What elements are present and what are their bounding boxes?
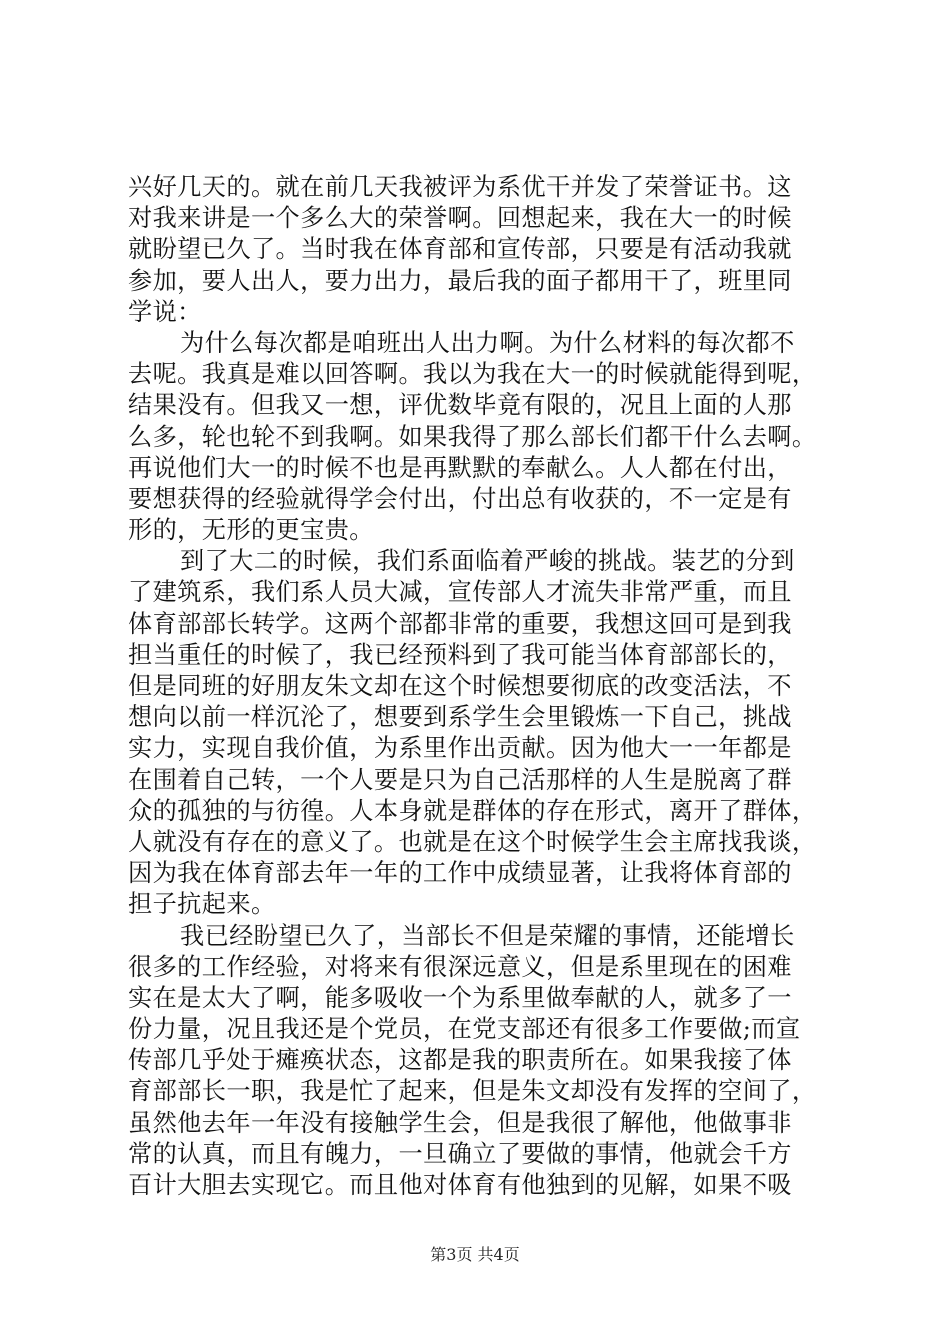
text-line: 对我来讲是一个多么大的荣誉啊。回想起来，我在大一的时候 [128,204,792,233]
text-line: 体育部部长转学。这两个部都非常的重要，我想这回可是到我 [128,609,792,638]
text-line: 实力，实现自我价值，为系里作出贡献。因为他大一一年都是 [128,734,792,763]
text-line: 因为我在体育部去年一年的工作中成绩显著，让我将体育部的 [128,859,792,888]
text-line: 要想获得的经验就得学会付出，付出总有收获的，不一定是有 [128,484,792,513]
text-line: 人就没有存在的意义了。也就是在这个时候学生会主席找我谈， [128,827,817,856]
text-line: 担当重任的时候了，我已经预料到了我可能当体育部部长的， [128,640,792,669]
text-line: 去呢。我真是难以回答啊。我以为我在大一的时候就能得到呢， [128,360,817,389]
text-line: 兴好几天的。就在前几天我被评为系优干并发了荣誉证书。这 [128,173,792,201]
text-line: 就盼望已久了。当时我在体育部和宣传部，只要是有活动我就 [128,235,792,264]
text-line: 担子抗起来。 [128,890,276,919]
text-line: 参加，要人出人，要力出力，最后我的面子都用干了，班里同 [128,266,792,295]
text-line: 么多，轮也轮不到我啊。如果我得了那么部长们都干什么去啊。 [128,422,817,451]
text-line: 想向以前一样沉沦了，想要到系学生会里锻炼一下自己，挑战 [128,703,792,732]
text-line: 我已经盼望已久了，当部长不但是荣耀的事情，还能增长 [180,921,795,950]
page-footer: 第3页 共4页 [430,1245,520,1264]
text-line: 众的孤独的与彷徨。人本身就是群体的存在形式，离开了群体， [128,796,817,825]
text-line: 很多的工作经验，对将来有很深远意义，但是系里现在的困难 [128,952,792,981]
text-line: 虽然他去年一年没有接触学生会，但是我很了解他，他做事非 [128,1108,792,1137]
text-line: 传部几乎处于瘫痪状态，这都是我的职责所在。如果我接了体 [128,1046,792,1075]
document-body [128,172,830,1201]
text-line: 但是同班的好朋友朱文却在这个时候想要彻底的改变活法，不 [128,672,792,700]
text-line: 形的，无形的更宝贵。 [128,516,374,545]
text-line: 再说他们大一的时候不也是再默默的奉献么。人人都在付出， [128,453,792,482]
text-line: 育部部长一职，我是忙了起来，但是朱文却没有发挥的空间了， [128,1077,817,1106]
text-line: 常的认真，而且有魄力，一旦确立了要做的事情，他就会千方 [128,1139,792,1168]
text-line: 学说： [128,297,202,326]
text-line: 为什么每次都是咱班出人出力啊。为什么材料的每次都不 [180,328,795,357]
text-line: 到了大二的时候，我们系面临着严峻的挑战。装艺的分到 [180,547,795,576]
text-line: 结果没有。但我又一想，评优数毕竟有限的，况且上面的人那 [128,391,792,420]
text-line: 了建筑系，我们系人员大减，宣传部人才流失非常严重，而且 [128,578,792,607]
text-line: 份力量，况且我还是个党员，在党支部还有很多工作要做;而宣 [128,1015,801,1044]
text-line: 实在是太大了啊，能多吸收一个为系里做奉献的人，就多了一 [128,983,792,1012]
text-line: 百计大胆去实现它。而且他对体育有他独到的见解，如果不吸 [128,1171,792,1199]
text-line: 在围着自己转，一个人要是只为自己活那样的人生是脱离了群 [128,765,792,794]
